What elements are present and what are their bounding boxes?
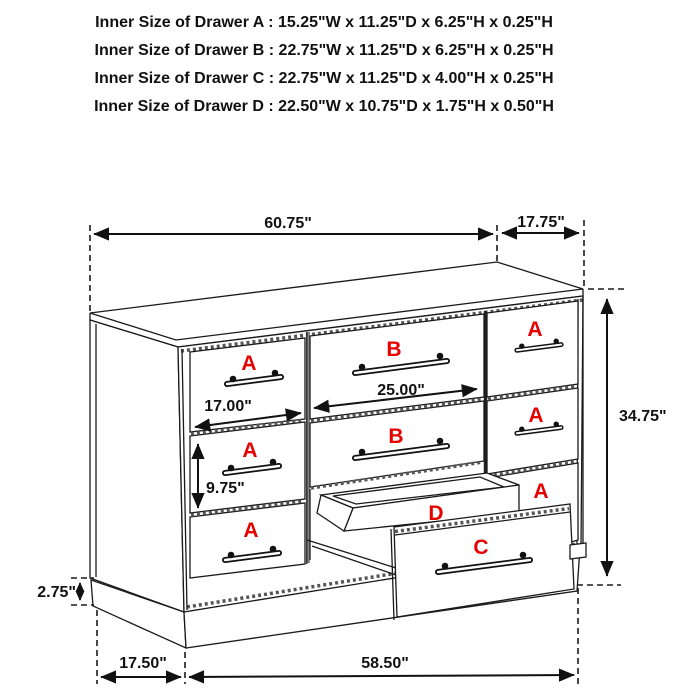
right-foot [570,543,586,559]
left-side-panel [90,320,184,612]
dimension-base-height [37,578,94,605]
spec-line-c: Inner Size of Drawer C : 22.75"W x 11.25"D x 4.00"H x 0.25"H [94,70,554,87]
drawer-label-c: C [473,536,489,559]
spec-line-d: Inner Size of Drawer D : 22.50"W x 10.75"D x 1.75"H x 0.50"H [94,98,554,115]
dimension-arrow [189,675,574,677]
dim-base-depth: 17.50" [119,655,167,672]
dim-base-height: 2.75" [37,584,76,601]
drawer-label-a-left-2: A [242,439,258,462]
drawer-label-a-right-1: A [527,318,543,341]
spec-line-b: Inner Size of Drawer B : 22.75"W x 11.25"D x 6.25"H x 0.25"H [94,42,554,59]
drawer-label-b-2: B [388,425,404,448]
drawer-label-a-left-3: A [243,519,259,542]
drawer-label-d: D [428,502,444,525]
drawer-label-b-1: B [386,338,402,361]
dim-base-width: 58.50" [361,655,409,672]
dim-overall-height: 34.75" [619,408,667,425]
drawer-size-spec [94,14,554,115]
left-drawer-column [190,338,305,578]
drawer-label-a-right-3: A [533,480,549,503]
dim-left-drawer-height: 9.75" [206,480,245,497]
dim-top-depth: 17.75" [517,214,565,231]
dimension-overall-height [577,289,667,585]
dim-left-drawer-width: 17.00" [204,398,252,415]
drawer-label-a-right-2: A [528,404,544,427]
dim-top-width: 60.75" [264,215,312,232]
dim-middle-drawer-width: 25.00" [377,382,425,399]
spec-line-a: Inner Size of Drawer A : 15.25"W x 11.25"D x 6.25"H x 0.25"H [95,14,553,31]
drawer-label-a-left-1: A [241,352,257,375]
